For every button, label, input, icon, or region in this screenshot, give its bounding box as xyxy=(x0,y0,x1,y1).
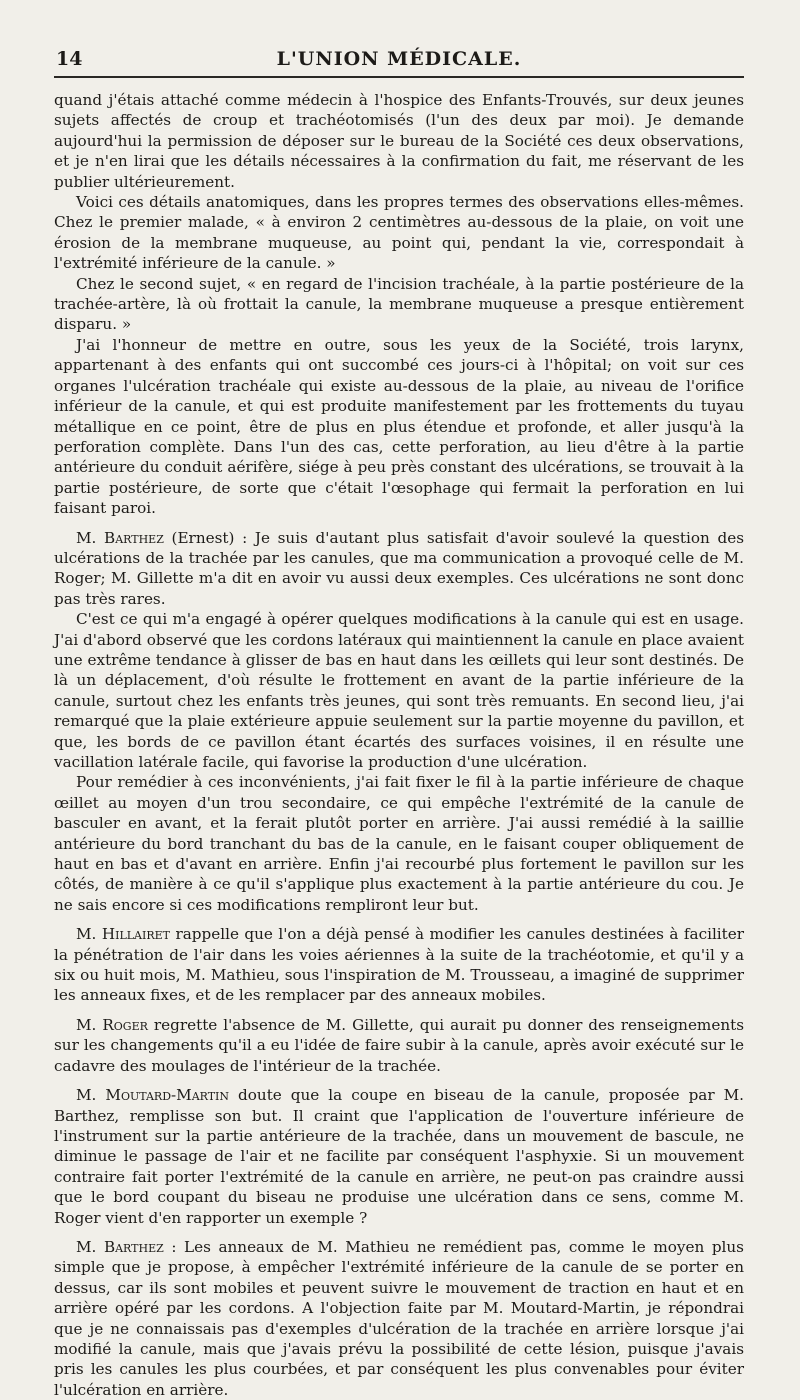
paragraph xyxy=(54,924,744,1006)
page-number: 14 xyxy=(56,48,83,70)
paragraph-text: rappelle que l'on a déjà pensé à modifier les canules destinées à faciliter la pénétration de l'air dans les voies aériennes à la suite de la trachéotomie, et qu'il y a six ou huit mois, M. Mathieu, sous l'inspiration de M. Trousseau, a imaginé de supprimer les anneaux fixes, et de les remplacer par des anneaux mobiles. xyxy=(54,925,745,1005)
paragraph-text: regrette l'absence de M. Gillette, qui aurait pu donner des renseignements sur les changements qu'il a eu l'idée de faire subir à la canule, après avoir exécuté sur le cadavre des moulages de l'intérieur de la trachée. xyxy=(54,1015,744,1075)
page-header xyxy=(54,44,744,78)
paragraph xyxy=(54,609,744,772)
paragraph-text: : Les anneaux de M. Mathieu ne remédient pas, comme le moyen plus simple que je propose, à empêcher l'extrémité inférieure de la canule de se porter en dessus, car ils sont mobiles et peuvent suivre le mouvement de traction en haut et en arrière opéré par les cordons. A l'objection faite par M. Moutard-Martin, je répondrai que je ne connaissais pas d'exemples d'ulcération de la trachée en arrière lorsque j'ai modifié la canule, mais que j'avais prévu la possibilité de cette lésion, puisque j'avais pris les canules les plus courbées, et par conséquent les plus convenables pour éviter l'ulcération en arrière. xyxy=(54,1237,744,1399)
paragraph-text: Pour remédier à ces inconvénients, j'ai fait fixer le fil à la partie inférieure de chaque œillet au moyen d'un trou secondaire, ce qui empêche l'extrémité de la canule de basculer en avant, et la ferait plutôt porter en arrière. J'ai aussi remédié à la saillie antérieure du bord tranchant du bas de la canule, en le faisant couper obliquement de haut en bas et d'avant en arrière. Enfin j'ai recourbé plus fortement le pavillon sur les côtés, de manière à ce qu'il s'applique plus exactement à la partie antérieure du cou. Je ne sais encore si ces modifications rempliront leur but. xyxy=(54,773,744,914)
paragraph xyxy=(54,335,744,519)
running-title: L'UNION MÉDICALE. xyxy=(276,48,522,70)
paragraph xyxy=(54,772,744,915)
paragraph-text: C'est ce qui m'a engagé à opérer quelques modifications à la canule qui est en usage. J'ai d'abord observé que les cordons latéraux qui maintiennent la canule en place avaient une extrême tendance à glisser de bas en haut dans les œillets qui leur sont destinés. De là un déplacement, d'où résulte le frottement en avant de la partie inférieure de la canule, surtout chez les enfants très jeunes, qui sont très remuants. En second lieu, j'ai remarqué que la plaie extérieure appuie seulement sur la partie moyenne du pavillon, et que, les bords de ce pavillon étant écartés des surfaces voisines, il en résulte une vacillation latérale facile, qui favorise la production d'une ulcération. xyxy=(54,610,744,771)
paragraph-text: Voici ces détails anatomiques, dans les propres termes des observations elles-mêmes. Chez le premier malade, « à environ 2 centimètres au-dessous de la plaie, on voit une érosion de la membrane muqueuse, au point qui, pendant la vie, correspondait à l'extrémité inférieure de la canule. » xyxy=(54,193,744,273)
paragraph-text: quand j'étais attaché comme médecin à l'hospice des Enfants-Trouvés, sur deux jeunes sujets affectés de croup et trachéotomisés (l'un des deux par moi). Je demande aujourd'hui la permission de déposer sur le bureau de la Société ces deux observations, et je n'en lirai que les détails nécessaires à la confirmation du fait, me réservant de les publier ultérieurement. xyxy=(54,91,744,191)
paragraph xyxy=(54,1015,744,1076)
paragraph-text: doute que la coupe en biseau de la canule, proposée par M. Barthez, remplisse son but. Il craint que l'application de l'ouverture inférieure de l'instrument sur la partie antérieure de la trachée, dans un mouvement de bascule, ne diminue le passage de l'air et ne facilite par conséquent l'asphyxie. Si un mouvement contraire fait porter l'extrémité de la canule en arrière, ne peut-on pas craindre aussi que le bord coupant du biseau ne produise une ulcération dans ce sens, comme M. Roger vient d'en rapporter un exemple ? xyxy=(54,1086,744,1227)
paragraph-text: J'ai l'honneur de mettre en outre, sous les yeux de la Société, trois larynx, appartenant à des enfants qui ont succombé ces jours-ci à l'hôpital; on voit sur ces organes l'ulcération trachéale qui existe au-dessous de la plaie, au niveau de l'orifice inférieur de la canule, et qui est produite manifestement par les frottements du tuyau métallique en ce point, être de plus en plus étendue et profonde, et aller jusqu'à la perforation complète. Dans l'un des cas, cette perforation, au lieu d'être à la partie antérieure du conduit aérifère, siége à peu près constant des ulcérations, se trouvait à la partie postérieure, de sorte que c'était l'œsophage qui fermait la perforation en lui faisant paroi. xyxy=(54,335,744,518)
paragraph xyxy=(54,274,744,335)
speaker-name: M. Hillairet xyxy=(76,925,170,944)
paragraph xyxy=(54,192,744,274)
speaker-name: M. Roger xyxy=(76,1015,148,1034)
paragraph xyxy=(54,90,744,192)
paragraph xyxy=(54,1085,744,1228)
paragraph xyxy=(54,528,744,610)
speaker-name: M. Moutard-Martin xyxy=(76,1086,230,1105)
speaker-name: M. Barthez xyxy=(76,1237,164,1256)
paragraph-text: (Ernest) : Je suis d'autant plus satisfait d'avoir soulevé la question des ulcérations de la trachée par les canules, que ma communication a provoqué celle de M. Roger; M. Gillette m'a dit en avoir vu aussi deux exemples. Ces ulcérations ne sont donc pas très rares. xyxy=(54,528,744,608)
paragraph xyxy=(54,1237,744,1400)
body-text xyxy=(54,90,744,1400)
paragraph-text: Chez le second sujet, « en regard de l'incision trachéale, à la partie postérieure de la trachée-artère, là où frottait la canule, la membrane muqueuse a presque entièrement disparu. » xyxy=(54,274,744,334)
speaker-name: M. Barthez xyxy=(76,528,164,547)
